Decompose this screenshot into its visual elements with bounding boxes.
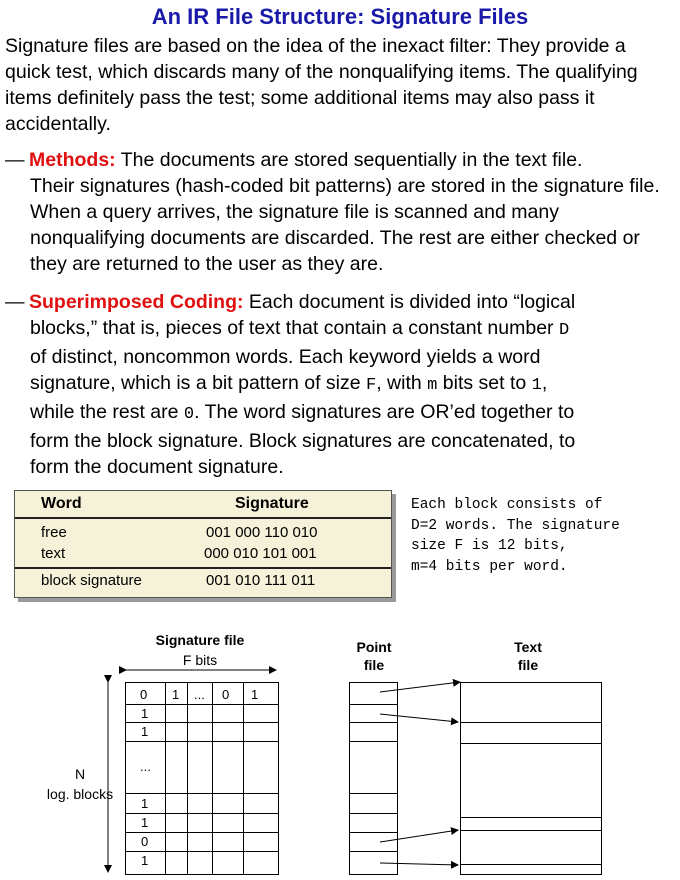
methods-line1: The documents are stored sequentially in the text file. <box>115 149 583 171</box>
var-d: D <box>558 321 570 340</box>
coding-text-part: form the block signature. Block signatures are concatenated, to <box>30 430 576 452</box>
value-one: 1 <box>531 376 542 395</box>
var-f: F <box>366 376 377 395</box>
sigfile-title: Signature file <box>155 632 245 648</box>
row-signature: 000 010 101 001 <box>204 545 317 562</box>
grid-cell: 0 <box>140 687 148 702</box>
grid-cell: 1 <box>141 706 149 721</box>
point-file-box <box>349 683 398 875</box>
n-label: N <box>74 766 86 782</box>
grid-cell: 1 <box>141 853 149 868</box>
point-file-label: Point file <box>356 639 392 673</box>
pointer-arrows <box>380 682 460 865</box>
grid-cell: ... <box>140 759 151 774</box>
methods-item <box>5 147 675 277</box>
grid-cell: ... <box>194 687 205 702</box>
divider <box>15 567 391 569</box>
row-signature: 001 000 110 010 <box>206 524 318 541</box>
coding-text-part: blocks,” that is, pieces of text that contain a constant number <box>30 317 559 339</box>
sigfile-subtitle: F bits <box>182 652 218 668</box>
row-word: free <box>41 524 67 541</box>
block-word: block signature <box>41 572 142 589</box>
header-word: Word <box>41 495 82 512</box>
block-signature: 001 010 111 011 <box>206 572 316 589</box>
coding-text-part: bits set to <box>437 372 532 394</box>
coding-term: Superimposed Coding: <box>29 291 244 313</box>
grid-cell: 1 <box>172 687 180 702</box>
intro-paragraph: Signature files are based on the idea of the inexact filter: They provide a quick test, which discards many of the nonqualifying items. The qualifying items definitely pass the test; some additional items may also pass it accidentally. <box>5 35 638 135</box>
grid-cell: 1 <box>251 687 259 702</box>
coding-text-part: . The word signatures are OR’ed together to <box>194 401 575 423</box>
coding-item <box>5 289 675 480</box>
grid-cell: 0 <box>141 834 149 849</box>
row-word: text <box>41 545 66 562</box>
grid-cell: 1 <box>141 796 149 811</box>
text-file-box <box>460 683 602 875</box>
n-sublabel: log. blocks <box>46 786 114 802</box>
coding-text <box>5 315 675 480</box>
divider <box>15 517 391 519</box>
signature-table <box>14 490 392 598</box>
methods-text: Their signatures (hash-coded bit patterns) are stored in the signature file. When a query arrives, the signature file is scanned and many nonqualifying documents are discarded. The rest are either checked or they are returned to the user as they are. <box>30 175 660 275</box>
var-m: m <box>427 376 438 395</box>
coding-text-part: , with <box>376 372 428 394</box>
coding-text-part: form the document signature. <box>30 456 284 478</box>
dash: — <box>5 149 25 171</box>
dash: — <box>5 291 25 313</box>
grid-cell: 1 <box>141 815 149 830</box>
value-zero: 0 <box>183 405 195 424</box>
grid-cell: 0 <box>222 687 230 702</box>
coding-text-part: signature, which is a bit pattern of size <box>30 372 367 394</box>
coding-line1: Each document is divided into “logical <box>243 291 576 313</box>
header-signature: Signature <box>235 495 309 512</box>
block-note: Each block consists of D=2 words. The signature size F is 12 bits, m=4 bits per word. <box>411 497 620 575</box>
methods-term: Methods: <box>29 149 116 171</box>
coding-text-part: while the rest are <box>30 401 184 423</box>
coding-text-part: , <box>541 372 548 394</box>
page-title: An IR File Structure: Signature Files <box>151 4 529 29</box>
grid-cell: 1 <box>141 724 149 739</box>
coding-text-part: of distinct, noncommon words. Each keyword yields a word <box>30 346 541 368</box>
text-file-label: Text file <box>514 639 542 673</box>
